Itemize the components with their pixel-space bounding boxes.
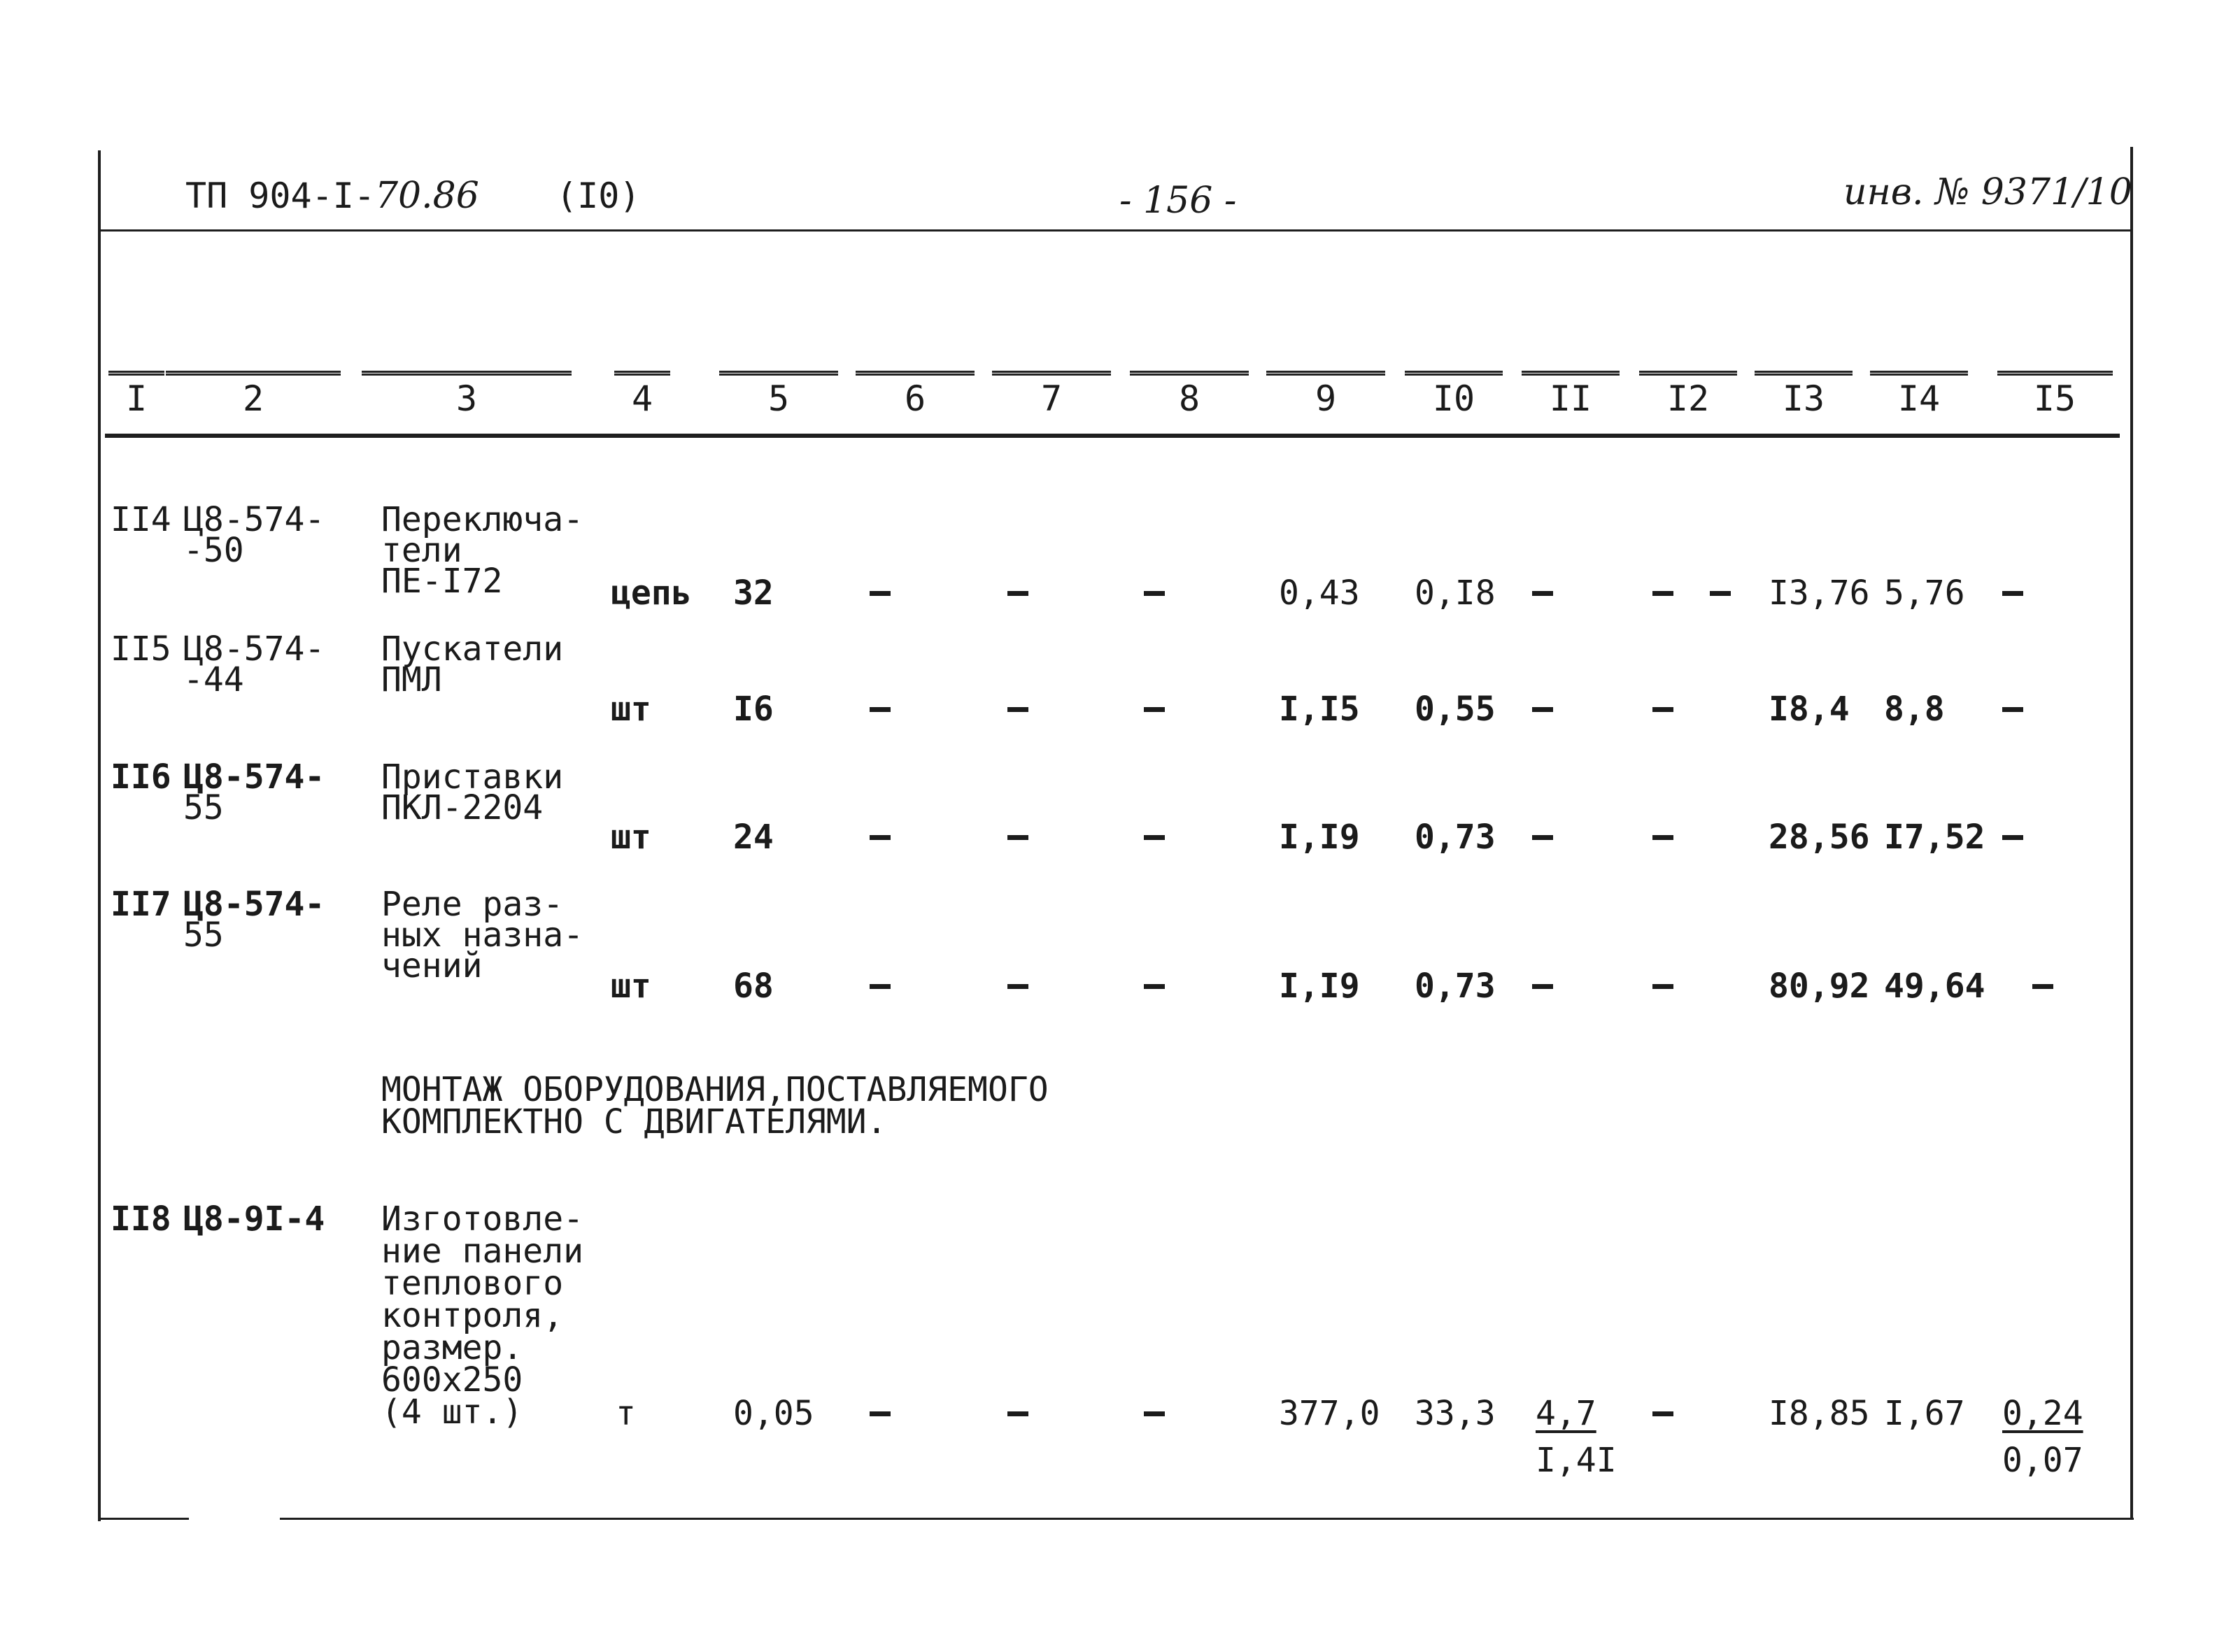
column-number: II (1549, 378, 1592, 419)
doc-code-handwritten: 70.86 (374, 175, 479, 217)
row-code: Ц8-574- (183, 885, 325, 924)
column-header-rule (108, 371, 164, 376)
column-number: 5 (767, 378, 790, 419)
row-c14: 8,8 (1884, 690, 1945, 729)
row-c9: I,I9 (1279, 818, 1360, 857)
row-qty: 24 (733, 818, 774, 857)
row-c14: I7,52 (1884, 818, 1985, 857)
row-c13: I8,85 (1769, 1394, 1870, 1433)
row-name: ных назна- (381, 916, 583, 955)
row-c7-dash (1007, 1411, 1028, 1416)
row-code: Ц8-574- (183, 629, 325, 669)
row-c15-dash (2002, 835, 2023, 840)
row-c13: 28,56 (1769, 818, 1870, 857)
row-c6-dash (870, 591, 891, 596)
row-number: II7 (111, 885, 171, 924)
row-c13: I8,4 (1769, 690, 1850, 729)
column-header-rule (719, 371, 838, 376)
row-c7-dash (1007, 591, 1028, 596)
row-c11-bottom: I,4I (1536, 1441, 1617, 1480)
column-number: 7 (1040, 378, 1063, 419)
row-c15-dash (2032, 984, 2053, 989)
row-name: Реле раз- (381, 885, 564, 924)
row-code: Ц8-574- (183, 757, 325, 797)
doc-code-printed: ТП 904-I- (185, 176, 375, 216)
row-c14: 49,64 (1884, 967, 1985, 1006)
frame-right-line (2130, 147, 2133, 1518)
row-name-7: (4 шт.) (381, 1393, 523, 1432)
row-c15-dash (2002, 591, 2023, 596)
row-c9: 377,0 (1279, 1394, 1380, 1433)
row-name: ПЕ-I72 (381, 562, 503, 601)
row-name: Пускатели (381, 629, 564, 669)
row-c11-dash (1532, 707, 1553, 712)
row-c6-dash (870, 984, 891, 989)
row-c11-dash (1532, 984, 1553, 989)
row-name: ПМЛ (381, 660, 442, 699)
row-qty: I6 (733, 690, 774, 729)
column-number: 2 (242, 378, 264, 419)
column-header-rule (992, 371, 1111, 376)
row-c6-dash (870, 835, 891, 840)
column-number: 3 (455, 378, 478, 419)
row-number: II6 (111, 757, 171, 797)
frame-left-line (98, 150, 101, 1521)
row-c14: I,67 (1884, 1394, 1965, 1433)
row-name: ПКЛ-2204 (381, 788, 544, 827)
row-c12-dash (1652, 1411, 1673, 1416)
row-c9: 0,43 (1279, 574, 1360, 613)
row-c14: 5,76 (1884, 574, 1965, 613)
row-c15-bottom: 0,07 (2002, 1441, 2083, 1480)
row-c15-top: 0,24 (2002, 1394, 2083, 1433)
row-c15-dash (2002, 707, 2023, 712)
row-name-4: контроля, (381, 1296, 564, 1335)
row-name-5: размер. (381, 1328, 523, 1367)
row-number: II8 (111, 1199, 171, 1239)
row-qty: 32 (733, 574, 774, 613)
row-c7-dash (1007, 984, 1028, 989)
row-c8-dash (1144, 707, 1165, 712)
column-number: I (125, 378, 148, 419)
doc-code (185, 175, 479, 217)
row-unit: шт (611, 690, 651, 729)
row-c8-dash (1144, 835, 1165, 840)
column-header-rule (1266, 371, 1385, 376)
column-number: I0 (1432, 378, 1475, 419)
row-number: II5 (111, 629, 171, 669)
column-number: 4 (631, 378, 653, 419)
frame-bottom-line (280, 1518, 2134, 1520)
row-c6-dash (870, 707, 891, 712)
row-c10: 0,I8 (1415, 574, 1496, 613)
frame-top-line (98, 229, 2130, 232)
row-c10: 33,3 (1415, 1394, 1496, 1433)
row-code: 55 (183, 788, 224, 827)
row-code: 55 (183, 916, 224, 955)
section-title-line-2: КОМПЛЕКТНО С ДВИГАТЕЛЯМИ. (381, 1102, 887, 1141)
row-c9: I,I5 (1279, 690, 1360, 729)
column-number: 9 (1315, 378, 1337, 419)
column-number: I3 (1782, 378, 1825, 419)
row-qty: 0,05 (733, 1394, 814, 1433)
row-c12-dash (1652, 835, 1673, 840)
row-unit: шт (611, 818, 651, 857)
row-c12-dash (1652, 984, 1673, 989)
column-header-rule (1997, 371, 2113, 376)
column-header-rule (614, 371, 670, 376)
page-number: - 156 - (1119, 180, 1237, 222)
row-c10: 0,73 (1415, 967, 1496, 1006)
column-number: 8 (1178, 378, 1201, 419)
row-name: чений (381, 946, 483, 985)
column-number: I5 (2033, 378, 2076, 419)
row-name-2: ние панели (381, 1232, 583, 1271)
row-c12-dash (1652, 707, 1673, 712)
column-header-rule (166, 371, 341, 376)
row-name-3: теплового (381, 1264, 564, 1303)
row-unit: цепь (611, 574, 692, 613)
row-c13: 80,92 (1769, 967, 1870, 1006)
column-number: 6 (904, 378, 926, 419)
column-header-rule (362, 371, 572, 376)
header-bottom-rule (105, 434, 2120, 438)
frame-bottom-line-left (98, 1518, 189, 1520)
column-number: I4 (1897, 378, 1941, 419)
inventory-number: инв. № 9371/10 (1843, 171, 2132, 213)
row-c13: I3,76 (1769, 574, 1870, 613)
row-c8-dash (1144, 984, 1165, 989)
row-number: II4 (111, 500, 171, 539)
section-title-line-1: МОНТАЖ ОБОРУДОВАНИЯ,ПОСТАВЛЯЕМОГО (381, 1070, 1049, 1109)
row-name: тели (381, 531, 462, 570)
row-qty: 68 (733, 967, 774, 1006)
column-header-rule (1522, 371, 1620, 376)
column-number: I2 (1666, 378, 1710, 419)
row-name: Переключа- (381, 500, 583, 539)
row-c12-dash (1652, 591, 1673, 596)
sheet-number: (I0) (556, 176, 641, 216)
column-header-rule (1870, 371, 1968, 376)
row-unit: шт (611, 967, 651, 1006)
column-header-rule (1639, 371, 1737, 376)
row-c7-dash (1007, 707, 1028, 712)
row-name-6: 600x250 (381, 1360, 523, 1400)
row-c10: 0,73 (1415, 818, 1496, 857)
row-c11-dash (1532, 591, 1553, 596)
row-c9: I,I9 (1279, 967, 1360, 1006)
column-header-rule (856, 371, 975, 376)
row-name: Приставки (381, 757, 564, 797)
row-c8-dash (1144, 1411, 1165, 1416)
row-code: Ц8-574- (183, 500, 325, 539)
column-header-rule (1755, 371, 1853, 376)
column-header-rule (1130, 371, 1249, 376)
row-c10: 0,55 (1415, 690, 1496, 729)
row-name-1: Изготовле- (381, 1199, 583, 1239)
row-unit: т (616, 1394, 636, 1433)
row-c7-dash (1007, 835, 1028, 840)
row-c8-dash (1144, 591, 1165, 596)
row-c11-top: 4,7 (1536, 1394, 1596, 1433)
column-header-rule (1405, 371, 1503, 376)
row-c6-dash (870, 1411, 891, 1416)
row-c12-dash-2 (1710, 591, 1731, 596)
row-code: -50 (183, 531, 244, 570)
row-c11-dash (1532, 835, 1553, 840)
row-code: -44 (183, 660, 244, 699)
row-code: Ц8-9I-4 (183, 1199, 325, 1239)
